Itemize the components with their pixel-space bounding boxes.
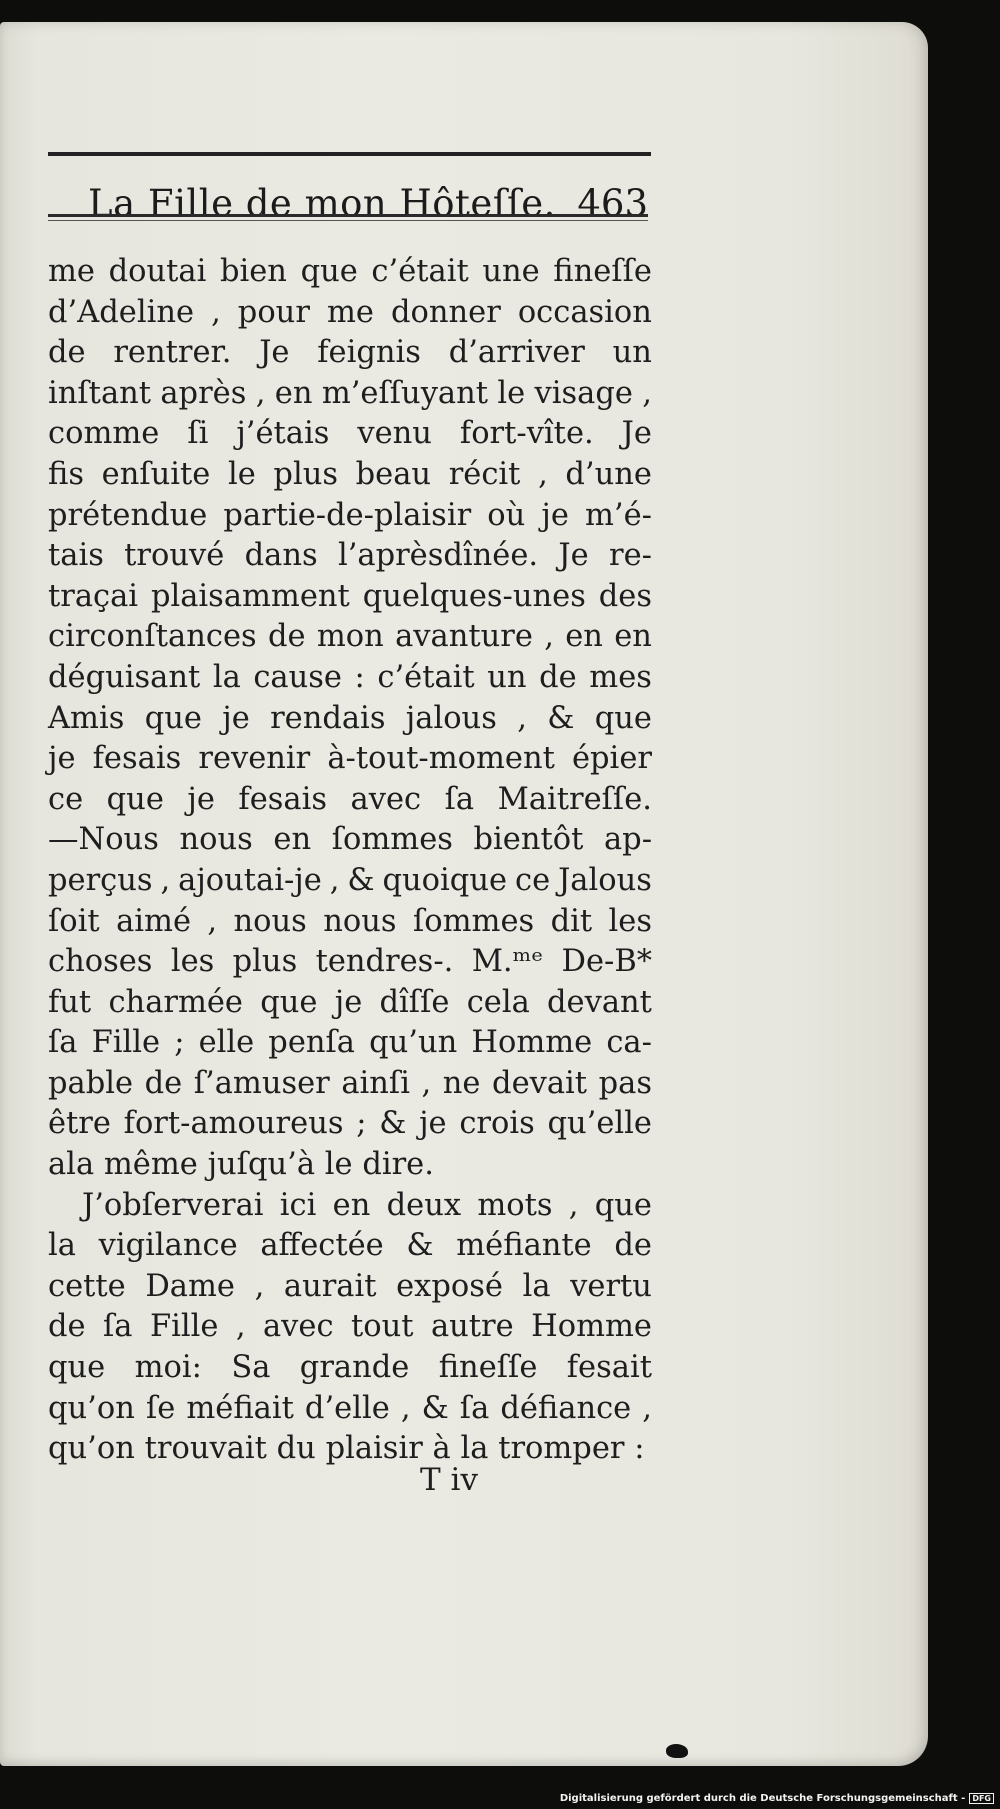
word: traçai	[48, 578, 139, 614]
word: tendres-.	[315, 944, 454, 980]
text-line	[48, 1145, 652, 1186]
word: être	[48, 1106, 111, 1142]
word: des	[598, 578, 652, 614]
word: inſtant	[48, 375, 152, 411]
word: ſa	[103, 1309, 133, 1345]
word: le	[497, 375, 526, 411]
word: de	[267, 619, 306, 655]
word: fineſſe	[553, 254, 652, 289]
word: Amis	[48, 700, 125, 736]
word: comme	[48, 416, 160, 452]
digitization-credit	[560, 1793, 994, 1804]
word: Sa	[231, 1350, 271, 1386]
word: M.ᵐᵉ	[471, 944, 544, 980]
word: que	[260, 984, 318, 1020]
text-line	[48, 536, 652, 577]
word: que	[594, 700, 652, 736]
word: nous	[179, 822, 253, 858]
word: récit	[448, 456, 521, 492]
word: ſommes	[331, 822, 453, 858]
word: avec	[350, 781, 422, 817]
word: les	[608, 903, 652, 939]
word: me	[326, 294, 374, 330]
word: ,	[517, 700, 527, 736]
word: plus	[273, 456, 338, 492]
word: ſe	[145, 1390, 176, 1426]
text-line	[48, 1429, 652, 1470]
word: Je	[259, 335, 290, 371]
word: :	[354, 659, 365, 695]
word: pable	[48, 1065, 134, 1101]
word: de	[144, 1065, 183, 1101]
word: mots	[477, 1187, 553, 1223]
word: ,	[400, 1390, 411, 1426]
word: ;	[356, 1106, 367, 1142]
word: fesais	[238, 781, 328, 817]
word: le	[227, 456, 256, 492]
word: après	[160, 375, 247, 411]
word: ,	[160, 862, 171, 898]
word: nous	[233, 903, 307, 939]
word: occasion	[517, 294, 652, 330]
word: ,	[207, 903, 218, 939]
text-line	[48, 1389, 652, 1430]
word: dîſſe	[379, 984, 450, 1020]
word: —Nous	[48, 822, 159, 858]
word: la	[522, 1268, 551, 1304]
word: la	[212, 659, 241, 695]
page-number: 463	[577, 182, 648, 225]
word: fesait	[566, 1350, 652, 1386]
word: &	[421, 1390, 449, 1426]
word: donner	[390, 294, 501, 330]
word: fort-vîte.	[459, 416, 594, 452]
word: d’une	[565, 456, 652, 492]
word: en	[614, 619, 652, 655]
word: vigilance	[98, 1228, 238, 1264]
word: Fille	[149, 1309, 219, 1345]
word: que	[106, 781, 164, 817]
word: cette	[48, 1268, 126, 1304]
word: même	[103, 1147, 198, 1183]
word: quelques-unes	[362, 578, 586, 614]
word: de	[614, 1228, 652, 1264]
text-line	[48, 1348, 652, 1389]
word: méfiait	[186, 1390, 294, 1426]
word: une	[482, 254, 540, 289]
word: le	[324, 1147, 353, 1183]
word: en	[565, 619, 603, 655]
word: visage	[534, 375, 633, 411]
word: ſommes	[412, 903, 535, 939]
word: tais	[48, 538, 104, 574]
text-line	[48, 1186, 652, 1227]
word: qu’un	[369, 1025, 458, 1061]
word: plaisamment	[150, 578, 350, 614]
word: je	[419, 1106, 447, 1142]
text-line	[48, 983, 652, 1024]
word: déguisant	[48, 659, 201, 695]
dfg-logo: DFG	[969, 1793, 994, 1804]
signature-mark: T iv	[420, 1462, 478, 1498]
word: à-tout-moment	[327, 741, 555, 777]
word: perçus	[48, 862, 153, 898]
book-page	[0, 22, 928, 1766]
ink-blot	[666, 1744, 688, 1758]
word: grande	[299, 1350, 410, 1386]
word: je	[48, 741, 76, 777]
word: qu’elle	[547, 1106, 652, 1142]
text-line	[48, 1023, 652, 1064]
word: je	[222, 700, 250, 736]
word: en	[274, 375, 313, 411]
word: crois	[459, 1106, 535, 1142]
word: enſuite	[101, 456, 211, 492]
word: revenir	[198, 741, 311, 777]
word: rentrer.	[113, 335, 232, 371]
word: fis	[48, 456, 84, 492]
word: devant	[547, 984, 652, 1020]
text-line	[48, 496, 652, 537]
running-header	[88, 182, 648, 230]
word: qu’on	[48, 1390, 135, 1426]
text-line	[48, 861, 652, 902]
word: ce	[48, 781, 84, 817]
word: vertu	[570, 1268, 652, 1304]
word: ,	[421, 1065, 432, 1101]
credit-text: Digitalisierung gefördert durch die Deutsche Forschungsgemeinschaft -	[559, 1793, 966, 1804]
word: ,	[211, 294, 221, 330]
running-title: La Fille de mon Hôteſſe.	[88, 182, 556, 225]
word: avanture	[395, 619, 533, 655]
word: de	[48, 335, 86, 371]
text-line	[48, 1307, 652, 1348]
word: mes	[589, 659, 652, 695]
text-line	[48, 252, 652, 293]
text-line	[48, 1104, 652, 1145]
word: elle	[198, 1025, 255, 1061]
word: ainſi	[341, 1065, 410, 1101]
word: je	[541, 497, 569, 533]
word: dire.	[362, 1147, 434, 1183]
word: je	[334, 984, 363, 1020]
header-rule-top	[48, 152, 651, 156]
word: dit	[550, 903, 593, 939]
word: ca-	[606, 1025, 652, 1061]
word: en	[273, 822, 312, 858]
word: ſi	[187, 416, 209, 452]
text-line	[48, 1064, 652, 1105]
text-line	[48, 414, 652, 455]
word: ,	[254, 1268, 265, 1304]
word: &	[406, 1228, 434, 1264]
word: ſa	[48, 1025, 78, 1061]
word: aurait	[283, 1268, 377, 1304]
word: pas	[598, 1065, 652, 1101]
word: rendais	[270, 700, 386, 736]
word: charmée	[108, 984, 243, 1020]
word: trouvait	[144, 1431, 267, 1467]
word: ala	[48, 1147, 95, 1183]
word: ſoit	[48, 903, 100, 939]
word: d’Adeline	[48, 294, 195, 330]
word: affectée	[260, 1228, 384, 1264]
word: ,	[642, 1390, 652, 1426]
text-line	[48, 1267, 652, 1308]
word: que	[300, 254, 358, 289]
word: moi:	[134, 1350, 202, 1386]
word: méfiante	[456, 1228, 592, 1264]
word: la	[48, 1228, 76, 1264]
word: tromper	[498, 1431, 625, 1467]
word: ,	[255, 375, 266, 411]
text-line	[48, 617, 652, 658]
word: l’aprèsdînée.	[337, 538, 539, 574]
word: juſqu’à	[207, 1147, 316, 1183]
text-line	[48, 658, 652, 699]
word: plus	[232, 944, 298, 980]
text-line	[48, 1226, 652, 1267]
word: j’étais	[236, 416, 330, 452]
word: ce	[514, 862, 551, 898]
word: nous	[323, 903, 397, 939]
word: c’était	[371, 254, 469, 289]
word: un	[612, 335, 652, 371]
word: ,	[329, 862, 340, 898]
word: où	[487, 497, 526, 533]
word: je	[187, 781, 215, 817]
text-line	[48, 577, 652, 618]
word: Fille	[91, 1025, 161, 1061]
word: tout	[350, 1309, 414, 1345]
word: devait	[492, 1065, 588, 1101]
word: ne	[442, 1065, 481, 1101]
word: Homme	[471, 1025, 593, 1061]
word: de	[539, 659, 577, 695]
text-line	[48, 333, 652, 374]
word: ajoutai-je	[178, 862, 322, 898]
word: d’elle	[304, 1390, 390, 1426]
word: trouvé	[124, 538, 225, 574]
word: aimé	[116, 903, 191, 939]
word: bientôt	[473, 822, 584, 858]
word: ,	[538, 456, 548, 492]
word: du	[276, 1431, 316, 1467]
text-line	[48, 739, 652, 780]
word: ,	[568, 1187, 579, 1223]
text-line	[48, 293, 652, 334]
word: de	[48, 1309, 86, 1345]
word: bien	[219, 254, 287, 289]
word: ,	[544, 619, 554, 655]
word: dans	[244, 538, 318, 574]
word: re-	[609, 538, 652, 574]
word: c’était	[377, 659, 475, 695]
word: deux	[386, 1187, 462, 1223]
word: ,	[235, 1309, 246, 1345]
word: Jalous	[558, 862, 652, 898]
word: &	[547, 700, 575, 736]
word: un	[487, 659, 527, 695]
text-line	[48, 902, 652, 943]
word: Dame	[145, 1268, 235, 1304]
word: que	[144, 700, 202, 736]
word: la	[460, 1431, 489, 1467]
word: fineſſe	[438, 1350, 538, 1386]
word: De-B*	[561, 944, 652, 980]
word: cela	[466, 984, 530, 1020]
text-line	[48, 820, 652, 861]
word: à	[432, 1431, 451, 1467]
word: Je	[621, 416, 652, 452]
word: fesais	[92, 741, 182, 777]
word: ſa	[459, 1390, 490, 1426]
word: fut	[48, 984, 92, 1020]
word: jalous	[405, 700, 497, 736]
word: m’é-	[584, 497, 652, 533]
word: &	[379, 1106, 407, 1142]
word: doutai	[108, 254, 207, 289]
word: choses	[48, 944, 153, 980]
header-rule-bottom	[48, 214, 648, 217]
word: prétendue	[48, 497, 208, 533]
word: ;	[174, 1025, 185, 1061]
word: ici	[279, 1187, 317, 1223]
word: venu	[357, 416, 432, 452]
word: que	[594, 1187, 652, 1223]
word: ap-	[603, 822, 652, 858]
word: beau	[355, 456, 432, 492]
word: défiance	[500, 1390, 632, 1426]
word: autre	[430, 1309, 514, 1345]
word: feignis	[317, 335, 421, 371]
word: que	[48, 1350, 106, 1386]
word: quoique	[382, 862, 508, 898]
word: en	[332, 1187, 371, 1223]
word: pour	[237, 294, 310, 330]
word: ſ’amuser	[193, 1065, 330, 1101]
word: penſa	[268, 1025, 355, 1061]
text-line	[48, 455, 652, 496]
word: ,	[642, 375, 652, 411]
word: qu’on	[48, 1431, 135, 1467]
word: cause	[253, 659, 342, 695]
word: m’eſſuyant	[321, 375, 489, 411]
word: fort-amoureus	[123, 1106, 344, 1142]
text-line	[48, 374, 652, 415]
word: Je	[558, 538, 589, 574]
word: circonſtances	[48, 619, 257, 655]
word: &	[347, 862, 375, 898]
text-line	[48, 780, 652, 821]
word: partie-de-plaisir	[223, 497, 472, 533]
word: plaisir	[325, 1431, 423, 1467]
text-line	[48, 942, 652, 983]
body-text	[48, 252, 652, 1470]
word: me	[48, 254, 95, 289]
word: J’obſerverai	[82, 1187, 264, 1223]
word: exposé	[396, 1268, 503, 1304]
word: avec	[263, 1309, 334, 1345]
word: mon	[316, 619, 384, 655]
word: d’arriver	[448, 335, 585, 371]
word: Homme	[531, 1309, 652, 1345]
text-line	[48, 699, 652, 740]
word: ſa	[444, 781, 475, 817]
word: les	[170, 944, 215, 980]
word: épier	[571, 741, 652, 777]
word: Maitreſſe.	[497, 781, 652, 817]
word: :	[634, 1431, 645, 1467]
